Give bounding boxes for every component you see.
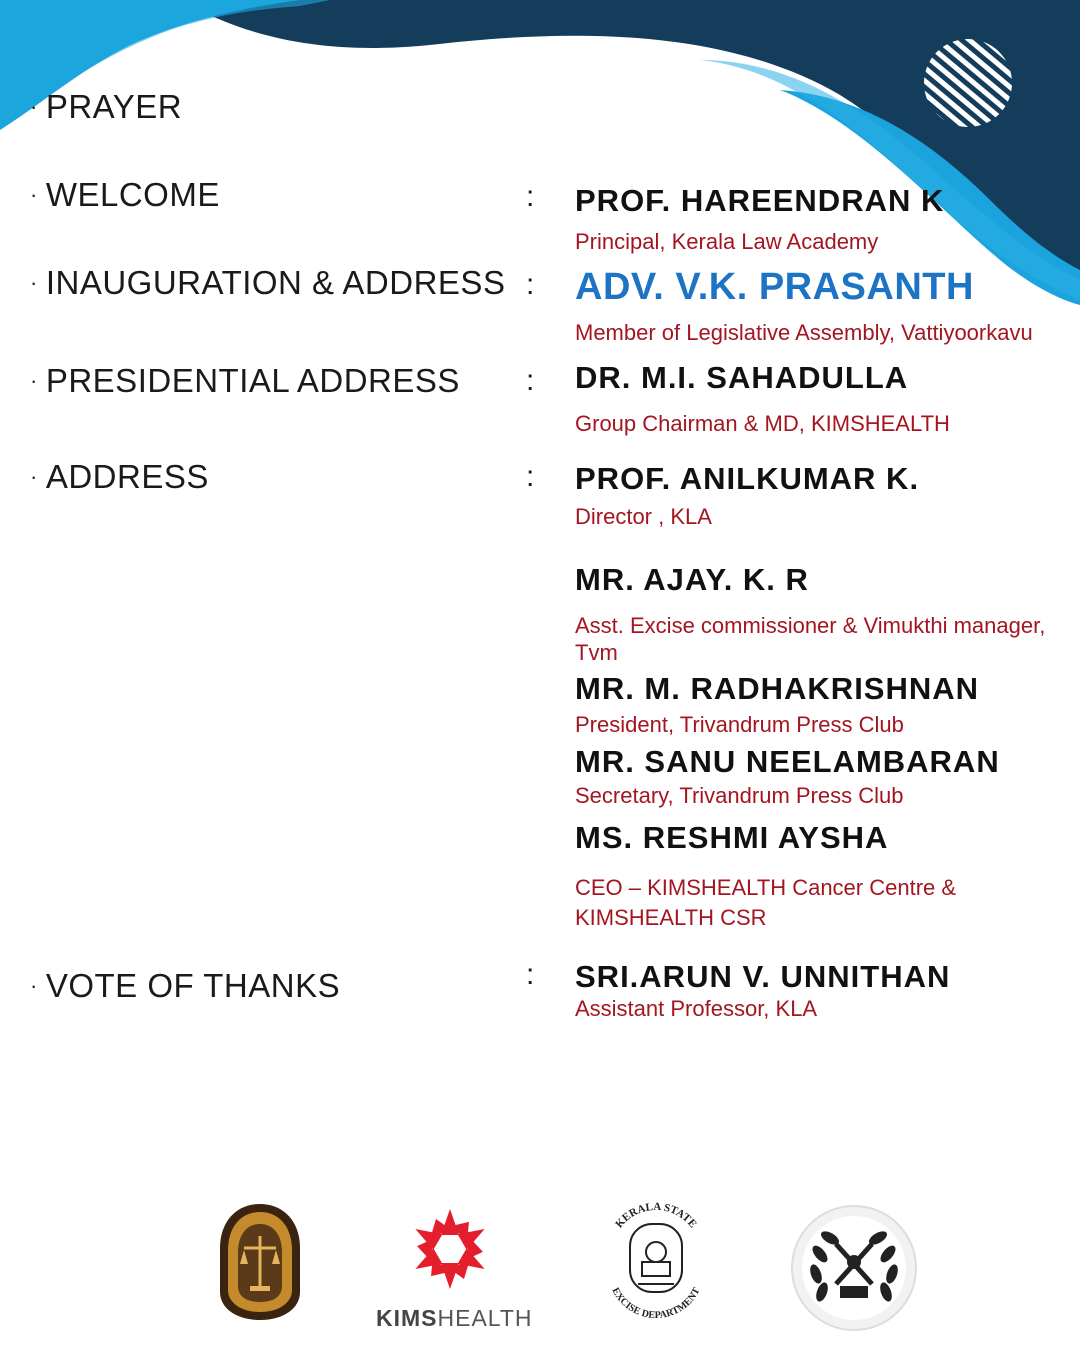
speaker-name: PROF. HAREENDRAN K — [575, 183, 945, 218]
speaker-name: MR. SANU NEELAMBARAN — [575, 744, 1000, 779]
svg-text:EXCISE DEPARTMENT: EXCISE DEPARTMENT — [609, 1286, 703, 1322]
speaker-role: Member of Legislative Assembly, Vattiyoorkavu — [575, 320, 1033, 345]
separator-colon: : — [526, 460, 535, 493]
separator-colon: : — [526, 180, 535, 213]
program-label-vote-of-thanks: · VOTE OF THANKS — [30, 967, 341, 1004]
speaker-role: Asst. Excise commissioner & Vimukthi manager, Tvm — [575, 613, 1046, 665]
speaker-name: MS. RESHMI AYSHA — [575, 820, 889, 855]
separator-colon: : — [526, 958, 535, 991]
speaker-role: CEO – KIMSHEALTH Cancer Centre & KIMSHEALTH CSR — [575, 875, 957, 930]
speaker-role: Director , KLA — [575, 504, 712, 529]
program-label-inauguration: · INAUGURATION & ADDRESS — [30, 264, 506, 301]
speaker-name-highlight: ADV. V.K. PRASANTH — [575, 266, 974, 308]
laurel-emblem-logo — [790, 1204, 918, 1332]
svg-text:KERALA STATE: KERALA STATE — [613, 1200, 699, 1231]
program-label-prayer: · PRAYER — [30, 88, 183, 125]
speaker-role: Principal, Kerala Law Academy — [575, 229, 879, 254]
kerala-law-academy-logo — [214, 1200, 306, 1324]
program-label-address: · ADDRESS — [30, 458, 209, 495]
speaker-role: Secretary, Trivandrum Press Club — [575, 783, 904, 808]
kerala-excise-department-logo — [594, 1196, 718, 1326]
separator-colon: : — [526, 364, 535, 397]
program-label-welcome: · WELCOME — [30, 176, 220, 213]
kimshealth-star-logo — [400, 1205, 500, 1293]
speaker-name: SRI.ARUN V. UNNITHAN — [575, 959, 951, 994]
speaker-name: PROF. ANILKUMAR K. — [575, 461, 920, 496]
separator-colon: : — [526, 268, 535, 301]
speaker-role: President, Trivandrum Press Club — [575, 712, 904, 737]
speaker-name: MR. AJAY. K. R — [575, 562, 809, 597]
speaker-role: Assistant Professor, KLA — [575, 996, 818, 1021]
kimshealth-wordmark: KIMSHEALTH — [376, 1305, 533, 1331]
striped-circle-decoration — [924, 39, 1012, 127]
speaker-name: DR. M.I. SAHADULLA — [575, 360, 909, 395]
speaker-role: Group Chairman & MD, KIMSHEALTH — [575, 411, 950, 436]
program-label-presidential: · PRESIDENTIAL ADDRESS — [30, 362, 460, 399]
speaker-name: MR. M. RADHAKRISHNAN — [575, 671, 980, 706]
